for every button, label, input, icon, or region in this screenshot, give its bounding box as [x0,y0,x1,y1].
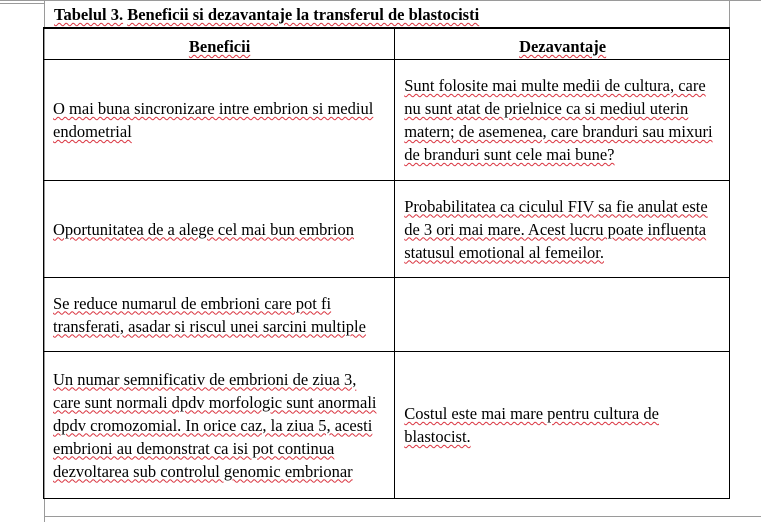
page-edge-bottom [44,516,761,517]
benefit-cell: Un numar semnificativ de embrioni de ziua 3, care sunt normali dpdv morfologic sunt anormali dpdv cromozomial. In orice caz, la ziua 5, acesti embrioni au demonstrat ca isi pot continua dezvoltarea sub controlul genomic embrionar [44,352,395,499]
table-row [44,181,730,278]
drawback-cell: Probabilitatea ca ciculul FIV sa fie anulat este de 3 ori mai mare. Acest lucru poate influenta statusul emotional al femeilor. [395,181,730,278]
drawback-cell: Costul este mai mare pentru cultura de blastocist. [395,352,730,499]
table-row [44,352,730,499]
caption-label: Tabelul 3. [54,5,124,24]
table-header-row [44,28,730,60]
table-row [44,278,730,352]
benefits-drawbacks-table [43,27,730,499]
benefit-cell: O mai buna sincronizare intre embrion si mediul endometrial [44,60,395,181]
benefit-cell: Oportunitatea de a alege cel mai bun embrion [44,181,395,278]
page-edge-right [729,0,730,30]
drawback-cell [395,278,730,352]
header-drawbacks: Dezavantaje [395,28,730,60]
caption-title: Beneficii si dezavantaje la transferul de blastocisti [127,5,480,24]
page-edge-top [0,0,761,1]
table-row [44,60,730,181]
drawback-cell: Sunt folosite mai multe medii de cultura, care nu sunt atat de prielnice ca si mediul uterin matern; de asemenea, care branduri sau mixuri de branduri sunt cele mai bune? [395,60,730,181]
page-edge-margin [0,3,44,4]
table-caption [54,5,479,25]
benefit-cell: Se reduce numarul de embrioni care pot fi transferati, asadar si riscul unei sarcini multiple [44,278,395,352]
header-benefits: Beneficii [44,28,395,60]
